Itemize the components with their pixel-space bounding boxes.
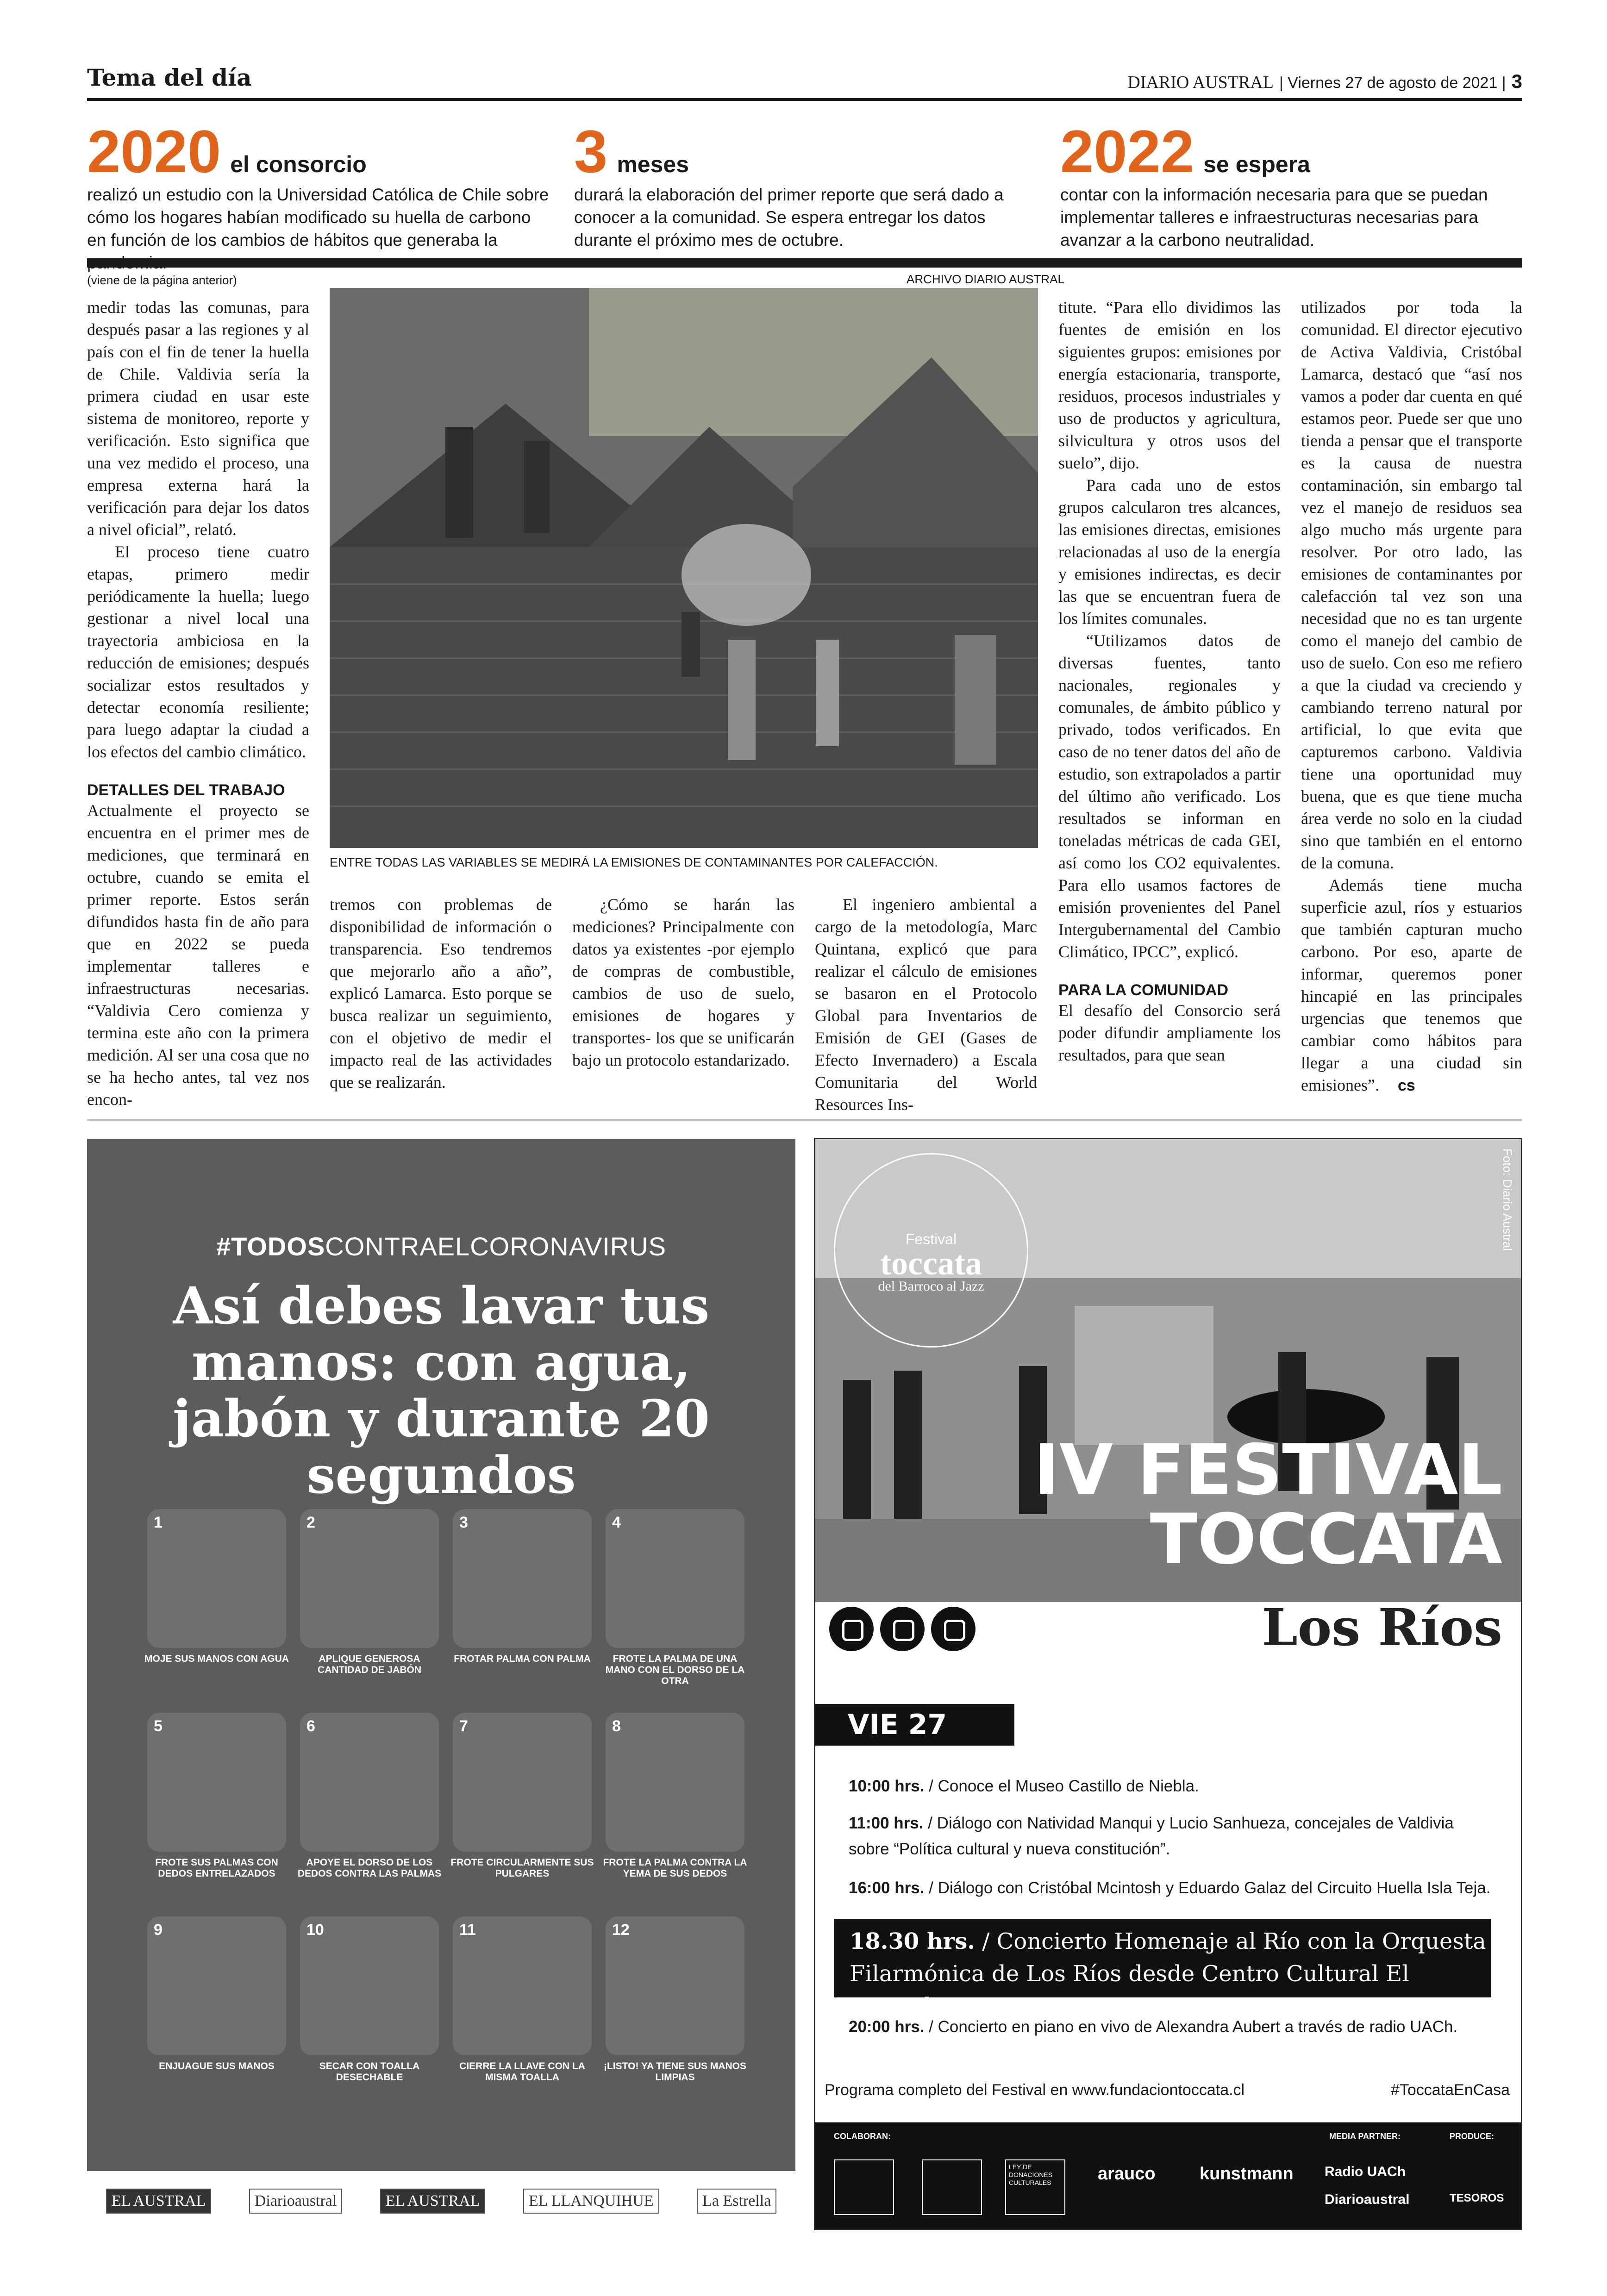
hand-icon <box>606 1509 744 1648</box>
campaign-hashtag <box>87 1231 795 1261</box>
step-label: APLIQUE GENEROSA CANTIDAD DE JABÓN <box>317 1653 421 1675</box>
stat-number: 2020 <box>87 118 221 185</box>
stat-text: durará la elaboración del primer reporte que será dado a conocer a la comunidad. Se espera entregar los datos durante el próximo mes de octubre. <box>574 185 1004 250</box>
sponsor-kunstmann: kunstmann <box>1200 2164 1294 2184</box>
step-label: ENJUAGUE SUS MANOS <box>159 2061 275 2071</box>
step-label: ¡LISTO! YA TIENE SUS MANOS LIMPIAS <box>603 2061 747 2083</box>
festival-region: Los Ríos <box>1262 1597 1502 1657</box>
article-paragraph: El desafío del Consorcio será poder difundir ampliamente los resultados, para que sean <box>1058 1001 1281 1064</box>
schedule-text: / Diálogo con Natividad Manqui y Lucio Sanhueza, concejales de Valdivia sobre “Política cultural y nueva constitución”. <box>849 1814 1454 1858</box>
article-column-2 <box>330 893 552 1093</box>
sponsor-bar <box>815 2122 1521 2229</box>
handwash-step <box>453 1509 592 1699</box>
article-paragraph: Actualmente el proyecto se encuentra en el primer mes de mediciones, que terminará en octubre, cuando se emita el primer reporte. Estos serán difundidos hasta fin de año para que en 2022 se pueda implementar talleres e infraestructuras necesarias. “Valdivia Cero comienza y termina este año con la primera medición. Al ser una cosa que no se ha hecho antes, tal vez nos encon- <box>87 801 309 1109</box>
program-link[interactable]: Programa completo del Festival en www.fundaciontoccata.cl <box>825 2081 1245 2099</box>
stat-word: el consorcio <box>230 151 367 177</box>
step-label: SECAR CON TOALLA DESECHABLE <box>319 2061 420 2083</box>
step-label: MOJE SUS MANOS CON AGUA <box>144 1653 289 1664</box>
stat-number: 2022 <box>1060 118 1194 185</box>
schedule-item <box>849 1773 1497 1799</box>
government-logo <box>834 2159 894 2215</box>
handwash-steps-grid <box>144 1509 747 2120</box>
stat-box <box>574 118 1037 260</box>
stat-word: se espera <box>1203 151 1310 177</box>
step-number: 4 <box>612 1514 621 1531</box>
article-paragraph: utilizados por toda la comunidad. El director ejecutivo de Activa Valdivia, Cristóbal Lamarca, destacó que “así nos vamos a poder dar cuenta en qué estamos peor. Puede ser que uno tienda a pensar que el transporte es la causa de nuestra contaminación, sin embargo tal vez el manejo de residuos sea algo mucho más urgente para resolver. Por otro lado, las emisiones de contaminantes por calefacción tal vez son una necesidad que no es tan urgente como el manejo del cambio de uso de suelo. Con eso me refiero a que la ciudad va creciendo y cambiando terreno natural por artificial, lo que evita que capturemos carbono. Valdivia tiene una oportunidad muy buena, que es que tiene mucha área verde no solo en la ciudad sino que también en el entorno de la comuna. <box>1301 298 1522 872</box>
continued-note: (viene de la página anterior) <box>87 273 237 287</box>
article-subhead: DETALLES DEL TRABAJO <box>87 781 285 799</box>
hand-icon <box>147 1916 286 2055</box>
schedule-time: 10:00 hrs. <box>849 1777 925 1795</box>
hand-icon <box>300 1509 439 1648</box>
hand-icon <box>300 1713 439 1852</box>
section-divider <box>87 258 1522 268</box>
schedule-item <box>849 1875 1497 1901</box>
handwash-step <box>603 1916 747 2106</box>
step-label: FROTE SUS PALMAS CON DEDOS ENTRELAZADOS <box>155 1857 278 1879</box>
stat-number: 3 <box>574 118 608 185</box>
page-number: 3 <box>1511 70 1522 92</box>
hand-icon <box>606 1713 744 1852</box>
instagram-icon[interactable] <box>829 1607 874 1651</box>
sponsor-tesoros: TESOROS <box>1450 2192 1504 2204</box>
logo-la-estrella: La Estrella <box>697 2189 776 2214</box>
hand-icon <box>453 1509 592 1648</box>
festival-title-line1: IV FESTIVAL <box>1033 1430 1502 1510</box>
rooftops-image <box>330 288 1038 848</box>
stat-box <box>1060 118 1523 260</box>
step-label: FROTE CIRCULARMENTE SUS PULGARES <box>450 1857 594 1879</box>
ministry-logo <box>922 2159 982 2215</box>
article-column-4 <box>815 893 1037 1116</box>
handwash-step <box>144 1509 289 1699</box>
law-logo: LEY DE DONACIONES CULTURALES <box>1005 2159 1065 2215</box>
step-label: FROTE LA PALMA CONTRA LA YEMA DE SUS DEDOS <box>603 1857 747 1879</box>
photo-credit: ARCHIVO DIARIO AUSTRAL <box>907 272 1064 286</box>
article-paragraph: Para cada uno de estos grupos calcularon tres alcances, las emisiones directas, emisiones relacionadas al uso de la energía y emisiones indirectas, es decir las que se encuentran fuera de los límites comunales. <box>1058 476 1281 628</box>
stat-text: contar con la información necesaria para que se puedan implementar talleres e infraestructuras necesarias para avanzar a la carbono neutralidad. <box>1060 185 1488 250</box>
step-label: FROTAR PALMA CON PALMA <box>454 1653 591 1664</box>
step-number: 9 <box>154 1921 163 1939</box>
step-number: 3 <box>459 1514 468 1531</box>
sponsor-radio-uach: Radio UACh <box>1325 2164 1406 2179</box>
article-column-6 <box>1301 296 1522 1096</box>
article-paragraph <box>1301 874 1522 1096</box>
schedule-item <box>849 2014 1497 2040</box>
logo-festival-word: Festival <box>905 1231 957 1248</box>
article-paragraph: “Utilizamos datos de diversas fuentes, tanto nacionales, regionales y comunales, de ámbito público y privado, todos verificados. En caso de no tener datos del año de estudio, son extrapolados a partir del último año verificado. Los resultados se informan en toneladas métricas de cada GEI, así como los CO2 equivalentes. Para ello usamos factores de emisión provenientes del Panel Intergubernamental del Cambio Climático, IPCC”, explicó. <box>1058 631 1281 961</box>
section-title: Tema del día <box>87 64 252 91</box>
publication-name: DIARIO AUSTRAL <box>1127 73 1274 92</box>
handwash-step <box>450 1713 594 1903</box>
festival-photo-credit: Foto: Diario Austral <box>1501 1148 1514 1251</box>
social-icons <box>829 1607 975 1651</box>
event-date: VIE 27 AGO <box>815 1704 1014 1746</box>
handwash-step <box>147 1713 286 1903</box>
article-paragraph: medir todas las comunas, para después pasar a las regiones y al país con el fin de tener la huella de Chile. Valdivia sería la primera ciudad en usar este sistema de monitoreo, reporte y verificación. Esto significa que una vez medido el proceso, una empresa externa hará la verificación para dejar los datos a nivel oficial”, relató. <box>87 298 309 539</box>
step-number: 8 <box>612 1717 621 1735</box>
article-paragraph-text: Además tiene mucha superficie azul, ríos y estuarios que también capturan mucho carbono. Por eso, aparte de informar, queremos poner hincapié en las principales urgencias que tenemos que cambiar como hábitos para llegar a una ciudad sin emisiones”. <box>1301 876 1522 1094</box>
handwash-step <box>300 1916 439 2106</box>
handwash-step <box>453 1916 592 2106</box>
article-paragraph: El proceso tiene cuatro etapas, primero medir periódicamente la huella; luego gestionar a nivel local una trayectoria ambiciosa en la reducción de emisiones; después socializar estos resultados y detectar economía resiliente; para luego adaptar la ciudad a los efectos del cambio climático. <box>87 543 309 761</box>
step-number: 10 <box>306 1921 324 1939</box>
logo-subtitle: del Barroco al Jazz <box>878 1279 984 1294</box>
schedule-time: 11:00 hrs. <box>849 1814 924 1832</box>
produce-label: PRODUCE: <box>1450 2132 1494 2141</box>
schedule-text: / Conoce el Museo Castillo de Niebla. <box>924 1777 1199 1795</box>
step-number: 6 <box>306 1717 315 1735</box>
logo-el-llanquihue: EL LLANQUIHUE <box>523 2189 659 2214</box>
stat-box <box>87 118 550 260</box>
festival-logo <box>834 1153 1028 1348</box>
handwash-step <box>606 1509 744 1699</box>
handwash-step <box>147 1916 286 2106</box>
hand-icon <box>147 1509 286 1648</box>
featured-event <box>834 1919 1491 2019</box>
hashtag-bold: #TODOS <box>216 1232 325 1261</box>
step-number: 1 <box>154 1514 163 1531</box>
step-number: 2 <box>306 1514 315 1531</box>
newspaper-logos <box>87 2176 795 2227</box>
page-header <box>87 64 1522 101</box>
hand-icon <box>147 1713 286 1852</box>
article-subhead: PARA LA COMUNIDAD <box>1058 981 1229 999</box>
article-paragraph: titute. “Para ello dividimos las fuentes de emisión en los siguientes grupos: emisiones por energía estacionaria, transporte, residuos, procesos industriales y uso de productos y agricultura, silvicultura y otros usos del suelo”, dijo. <box>1058 298 1281 472</box>
youtube-icon[interactable] <box>880 1607 925 1651</box>
article-paragraph: tremos con problemas de disponibilidad de información o transparencia. Eso tendremos que mejorarlo año a año”, explicó Lamarca. Esto porque se busca realizar un seguimiento, con el objetivo de medir el impacto real de las actividades que se realizarán. <box>330 895 552 1092</box>
masthead <box>1127 70 1522 93</box>
stat-word: meses <box>617 151 689 177</box>
step-label: FROTE LA PALMA DE UNA MANO CON EL DORSO DE LA OTRA <box>605 1653 745 1686</box>
festival-title-line2: TOCCATA <box>1150 1499 1502 1580</box>
step-label: APOYE EL DORSO DE LOS DEDOS CONTRA LAS PALMAS <box>297 1857 442 1879</box>
sponsor-diarioaustral: Diarioaustral <box>1325 2192 1410 2207</box>
stat-text: realizó un estudio con la Universidad Católica de Chile sobre cómo los hogares habían modificado su huella de carbono en función de los cambios de hábitos que generaba la <box>87 185 549 250</box>
logo-el-austral-osorno: EL AUSTRAL <box>380 2189 486 2214</box>
festival-title <box>1033 1430 1502 1580</box>
handwash-step <box>603 1713 747 1903</box>
end-mark: cs <box>1397 1077 1415 1094</box>
handwash-ad <box>87 1139 795 2171</box>
handwash-title: Así debes lavar tus manos: con agua, jabón y durante 20 segundos <box>172 1276 710 1505</box>
article-paragraph: ¿Cómo se harán las mediciones? Principalmente con datos ya existentes -por ejemplo de compras de combustible, cambios de uso de suelo, emisiones de hogares y transportes- los que se unificarán bajo un protocolo estandarizado. <box>572 895 794 1069</box>
schedule-time: 20:00 hrs. <box>849 2018 925 2036</box>
festival-footer <box>825 2081 1510 2099</box>
step-label: CIERRE LA LLAVE CON LA MISMA TOALLA <box>459 2061 585 2083</box>
schedule-text: / Diálogo con Cristóbal Mcintosh y Eduardo Galaz del Circuito Huella Isla Teja. <box>924 1879 1491 1897</box>
logo-toccata-word: toccata <box>880 1245 982 1282</box>
photo-caption: ENTRE TODAS LAS VARIABLES SE MEDIRÁ LA EMISIONES DE CONTAMINANTES POR CALEFACCIÓN. <box>330 855 938 869</box>
collaborate-label: COLABORAN: <box>834 2132 891 2141</box>
festival-ad <box>814 1138 1522 2230</box>
logo-diarioaustral: Diarioaustral <box>249 2189 343 2214</box>
festival-photo <box>815 1139 1521 1602</box>
facebook-icon[interactable] <box>931 1607 975 1651</box>
article-photo <box>330 288 1038 848</box>
step-number: 5 <box>154 1717 163 1735</box>
logo-el-austral: EL AUSTRAL <box>106 2189 212 2214</box>
festival-hashtag: #ToccataEnCasa <box>1390 2081 1510 2099</box>
media-partner-label: MEDIA PARTNER: <box>1329 2132 1401 2141</box>
article-column-3 <box>572 893 794 1071</box>
article-column-1 <box>87 296 309 1111</box>
schedule-time: 16:00 hrs. <box>849 1879 925 1897</box>
article-paragraph: El ingeniero ambiental a cargo de la metodología, Marc Quintana, explicó que para realizar el cálculo de emisiones se basaron en el Protocolo Global para Inventarios de Emisión de GEI (Gases de Efecto Invernadero) a Escala Comunitaria del World Resources Ins- <box>815 895 1037 1114</box>
step-number: 7 <box>459 1717 468 1735</box>
featured-time: 18.30 hrs. <box>850 1928 975 1954</box>
hashtag-rest: CONTRAELCORONAVIRUS <box>325 1232 666 1261</box>
handwash-step <box>300 1509 439 1699</box>
hand-icon <box>453 1713 592 1852</box>
article-column-5 <box>1058 296 1281 1066</box>
step-number: 12 <box>612 1921 630 1939</box>
article-bottom-rule <box>87 1119 1522 1121</box>
issue-date: | Viernes 27 de agosto de 2021 | <box>1279 74 1506 92</box>
step-number: 11 <box>459 1921 476 1939</box>
sponsor-arauco: arauco <box>1098 2164 1156 2184</box>
featured-text: / Concierto Homenaje al Río con la Orquesta Filarmónica de Los Ríos desde Centro Cultural El Austral. <box>850 1928 1486 2019</box>
schedule-text: / Concierto en piano en vivo de Alexandra Aubert a través de radio UACh. <box>924 2018 1458 2036</box>
handwash-step <box>297 1713 442 1903</box>
schedule-item <box>849 1810 1497 1862</box>
